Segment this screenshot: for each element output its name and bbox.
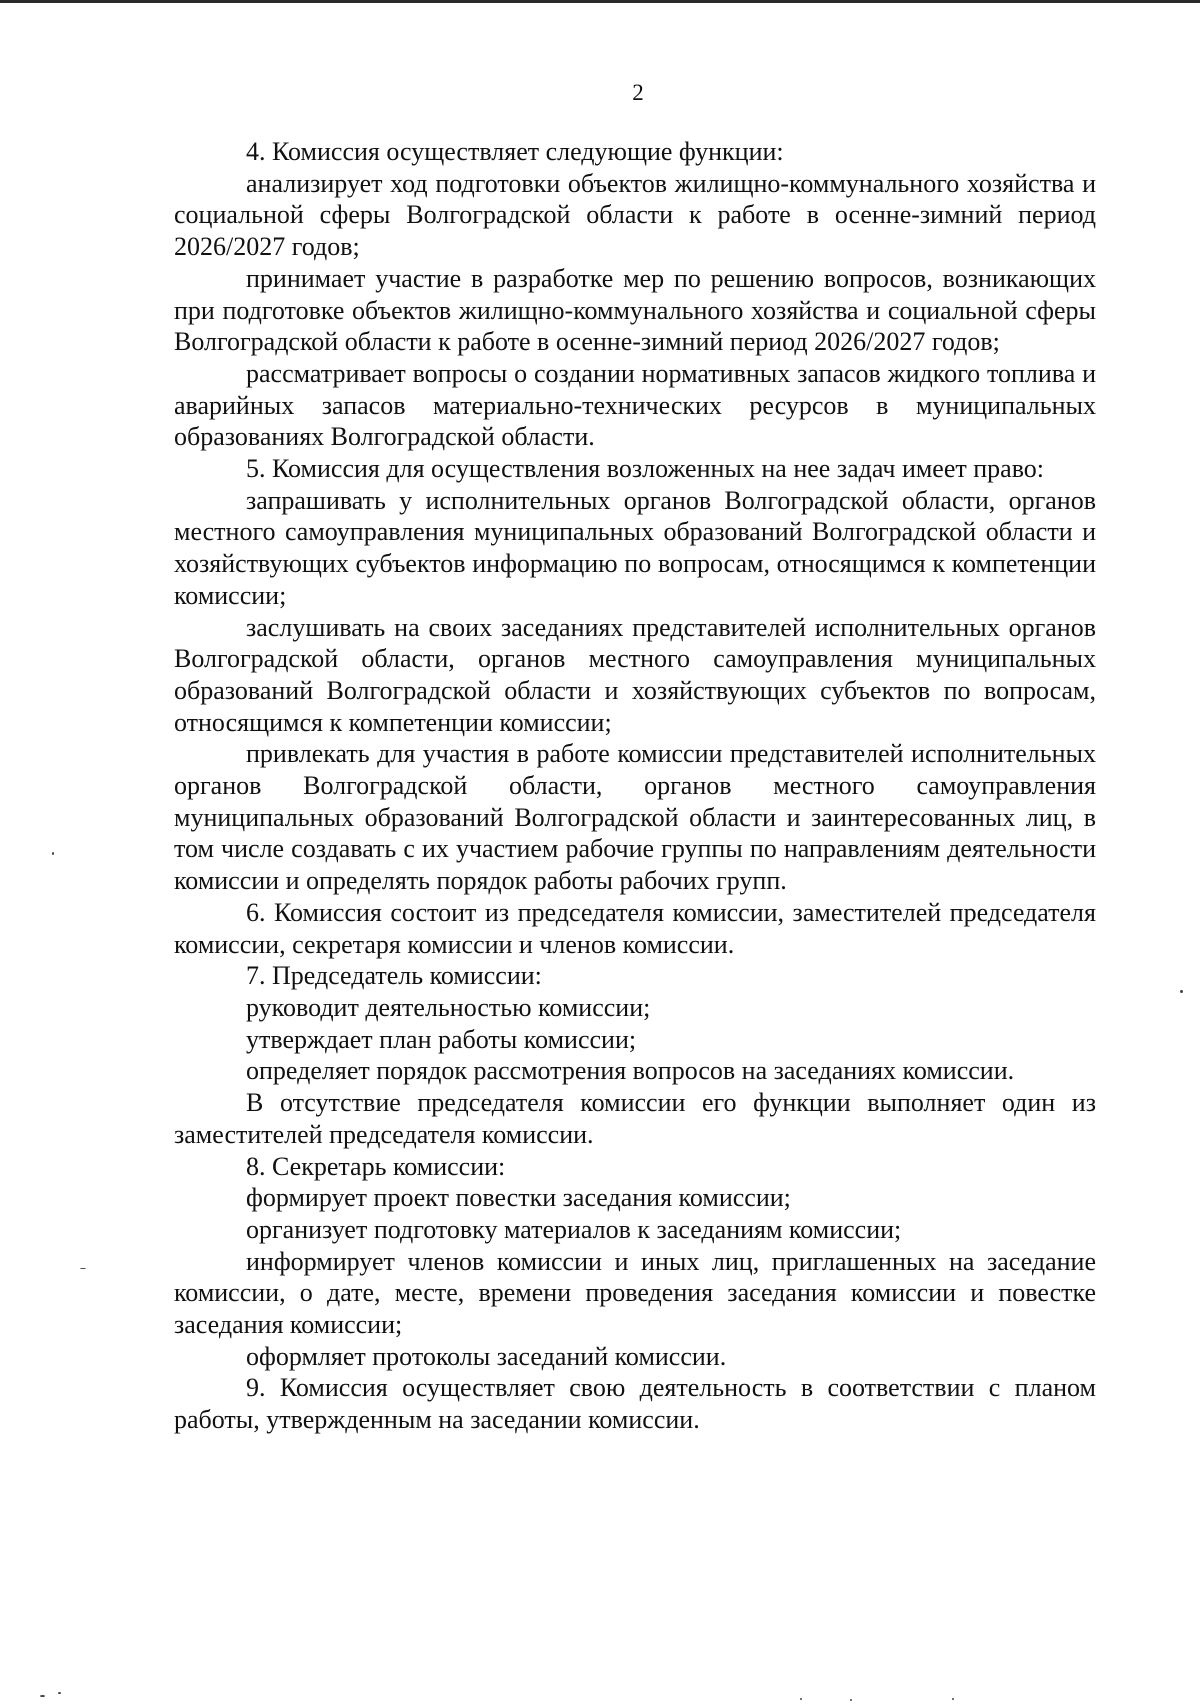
paragraph-7-4: В отсутствие председателя комиссии его функции выполняет один из заместителей председателя комиссии.: [174, 1088, 1096, 1149]
paragraph-8-2: организует подготовку материалов к заседаниям комиссии;: [246, 1214, 902, 1244]
page-number: 2: [632, 80, 644, 105]
paragraph-5-2: заслушивать на своих заседаниях представителей исполнительных органов Волгоградской области, органов местного самоуправления муниципальных образований Волгоградской области и хозяйствующих субъектов по вопросам, относящимся к компетенции комиссии;: [174, 612, 1096, 737]
paragraph-8-3: информирует членов комиссии и иных лиц, приглашенных на заседание комиссии, о дате, месте, времени проведения заседания комиссии и повестке заседания комиссии;: [174, 1246, 1096, 1340]
paragraph-5-3: привлекать для участия в работе комиссии представителей исполнительных органов Волгоградской области, органов местного самоуправления муниципальных образований Волгоградской области и заинтересованных лиц, в том числе создавать с их участием рабочие группы по направлениям деятельности комиссии и определять порядок работы рабочих групп.: [174, 739, 1096, 896]
scan-speck: [40, 1695, 45, 1697]
scan-speck: [52, 852, 54, 855]
paragraph-7-2: утверждает план работы комиссии;: [246, 1024, 637, 1054]
paragraph-4-1: анализирует ход подготовки объектов жилищно-коммунального хозяйства и социальной сферы Волгоградской области к работе в осенне-зимний период 2026/2027 годов;: [174, 168, 1096, 262]
paragraph-7-3: определяет порядок рассмотрения вопросов на заседаниях комиссии.: [246, 1056, 1015, 1086]
scan-speck: [1180, 990, 1183, 993]
paragraph-7-1: руководит деятельностью комиссии;: [246, 992, 651, 1022]
paragraph-5-1: запрашивать у исполнительных органов Волгоградской области, органов местного самоуправления муниципальных образований Волгоградской области и хозяйствующих субъектов информацию по вопросам, относящимся к компетенции комиссии;: [174, 485, 1096, 610]
paragraph-5: 5. Комиссия для осуществления возложенных на нее задач имеет право:: [246, 454, 1045, 484]
scan-speck: [58, 1692, 61, 1694]
paragraph-8-1: формирует проект повестки заседания комиссии;: [246, 1183, 791, 1213]
scan-edge-line: [0, 0, 1200, 3]
paragraph-8-4: оформляет протоколы заседаний комиссии.: [246, 1341, 727, 1371]
paragraph-7: 7. Председатель комиссии:: [246, 961, 542, 991]
paragraph-6: 6. Комиссия состоит из председателя комиссии, заместителей председателя комиссии, секретаря комиссии и членов комиссии.: [174, 897, 1096, 959]
scan-speck: [800, 1698, 802, 1700]
document-body: [174, 136, 1096, 1436]
paragraph-4-2: принимает участие в разработке мер по решению вопросов, возникающих при подготовке объектов жилищно-коммунального хозяйства и социальной сферы Волгоградской области к работе в осенне-зимний период 2026/2027 годов;: [174, 263, 1096, 357]
scan-speck: [952, 1698, 954, 1700]
scan-speck: [80, 1268, 86, 1269]
paragraph-9: 9. Комиссия осуществляет свою деятельность в соответствии с планом работы, утвержденным на заседании комиссии.: [174, 1373, 1096, 1435]
paragraph-4-3: рассматривает вопросы о создании нормативных запасов жидкого топлива и аварийных запасов материально-технических ресурсов в муниципальных образованиях Волгоградской области.: [174, 358, 1096, 452]
paragraph-8: 8. Секретарь комиссии:: [246, 1151, 506, 1181]
paragraph-4: 4. Комиссия осуществляет следующие функции:: [246, 137, 784, 166]
scan-speck: [850, 1699, 852, 1701]
